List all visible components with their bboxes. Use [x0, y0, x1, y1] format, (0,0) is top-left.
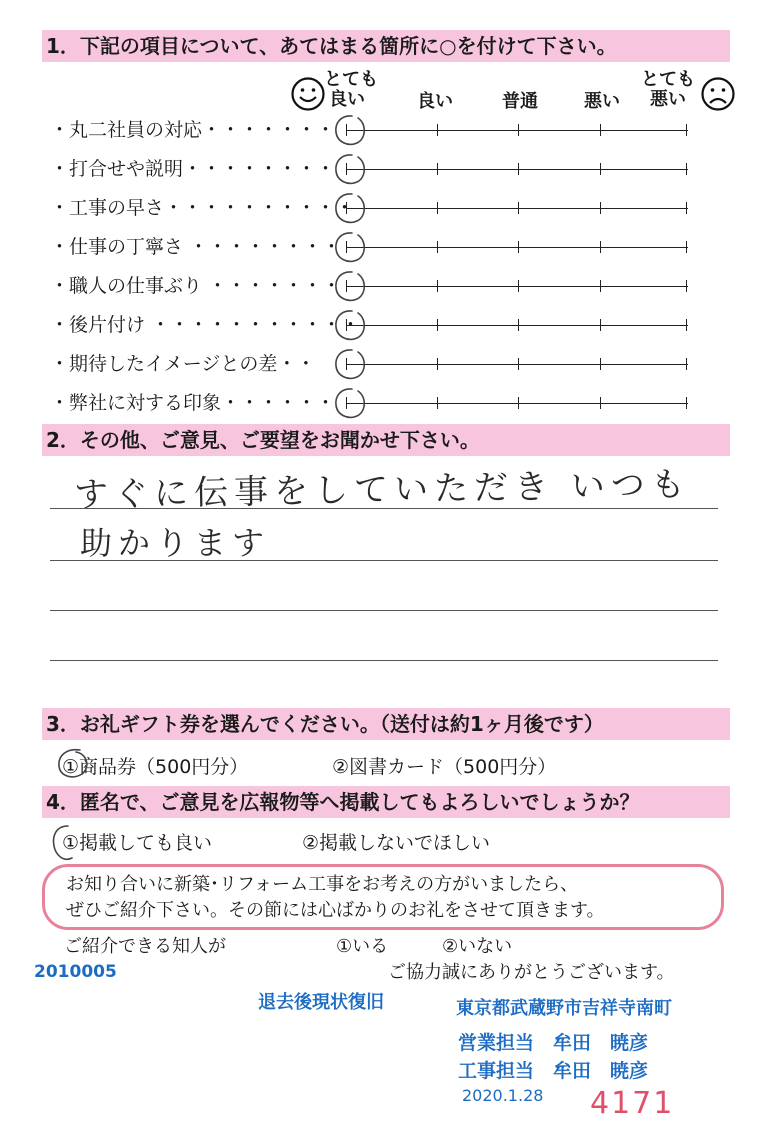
rating-scale-line — [346, 286, 688, 287]
date-stamp: 2020.1.28 — [462, 1086, 544, 1105]
section4-title: 4．匿名で、ご意見を広報物等へ掲載してもよろしいでしょうか？ — [46, 790, 640, 814]
rating-scale-tick[interactable] — [686, 202, 687, 214]
comment-handwriting-line2: 助かります — [80, 524, 271, 562]
scale-header-bad: 悪い — [584, 91, 620, 112]
selection-circle — [332, 268, 372, 306]
scale-header-very-good-top: とても — [324, 69, 378, 90]
rating-item-label: ・丸二社員の対応・・・・・・・ — [50, 119, 336, 141]
rating-scale-tick[interactable] — [437, 358, 438, 370]
referral-line2: ぜひご紹介下さい。その節には心ばかりのお礼をさせて頂きます。 — [66, 900, 605, 921]
rating-scale-tick[interactable] — [686, 280, 687, 292]
rating-scale-tick[interactable] — [686, 241, 687, 253]
selection-circle — [332, 346, 372, 384]
scale-header-normal: 普通 — [502, 91, 538, 112]
rating-scale-tick[interactable] — [600, 319, 601, 331]
rating-item-label: ・弊社に対する印象・・・・・・ — [50, 392, 336, 414]
publish-option-allow[interactable]: ①掲載しても良い — [62, 832, 213, 854]
scale-header-very-bad-bottom: 悪い — [650, 89, 686, 110]
selection-circle — [332, 229, 372, 267]
comment-line-2 — [50, 560, 718, 561]
rating-item-label: ・仕事の丁寧さ ・・・・・・・・ — [50, 236, 342, 258]
publish-option-deny[interactable]: ②掲載しないでほしい — [302, 832, 491, 854]
rating-item-label: ・後片付け ・・・・・・・・・・・ — [50, 314, 361, 336]
rating-scale-tick[interactable] — [686, 124, 687, 136]
address-stamp: 東京都武蔵野市吉祥寺南町 — [456, 998, 672, 1019]
rating-item-label: ・打合せや説明・・・・・・・・ — [50, 158, 336, 180]
scale-header-good: 良い — [417, 91, 453, 112]
selection-circle — [332, 190, 372, 228]
rating-scale-tick[interactable] — [518, 280, 519, 292]
rating-item-label: ・職人の仕事ぶり ・・・・・・・ — [50, 275, 342, 297]
rating-scale-line — [346, 130, 688, 131]
selection-circle — [332, 307, 372, 345]
rating-item-label: ・工事の早さ・・・・・・・・・・ — [50, 197, 355, 219]
comment-line-1 — [50, 508, 718, 509]
scale-header-very-good — [324, 69, 378, 110]
gift-selection-circle — [52, 744, 96, 784]
scale-header-very-bad-top: とても — [641, 69, 695, 90]
work-type-stamp: 退去後現状復旧 — [258, 992, 384, 1013]
selection-circle — [332, 151, 372, 189]
rating-scale-tick[interactable] — [518, 241, 519, 253]
rating-scale-tick[interactable] — [686, 397, 687, 409]
sales-rep-stamp: 営業担当 牟田 暁彦 — [458, 1032, 649, 1054]
rating-scale-tick[interactable] — [600, 202, 601, 214]
rating-scale-line — [346, 169, 688, 170]
red-handwritten-number: 4171 — [590, 1086, 675, 1121]
rating-scale-tick[interactable] — [518, 397, 519, 409]
scale-header-very-bad — [640, 70, 696, 110]
rating-scale-tick[interactable] — [518, 202, 519, 214]
thanks-text: ご協力誠にありがとうございます。 — [388, 962, 675, 983]
rating-scale-tick[interactable] — [600, 358, 601, 370]
referral-option-no[interactable]: ②いない — [442, 936, 513, 957]
rating-scale-tick[interactable] — [437, 124, 438, 136]
rating-scale-tick[interactable] — [686, 319, 687, 331]
rating-scale-tick[interactable] — [686, 358, 687, 370]
rating-item-label: ・期待したイメージとの差・・ — [50, 353, 316, 375]
rating-scale-line — [346, 208, 688, 209]
sad-face-icon — [700, 76, 736, 112]
rating-scale-tick[interactable] — [600, 124, 601, 136]
scale-header-very-good-bottom: 良い — [329, 89, 365, 110]
selection-circle — [332, 385, 372, 423]
comment-line-4 — [50, 660, 718, 661]
rating-scale-tick[interactable] — [437, 163, 438, 175]
rating-scale-line — [346, 364, 688, 365]
publish-selection-circle — [46, 822, 86, 866]
smile-face-icon — [290, 76, 326, 112]
rating-scale-line — [346, 403, 688, 404]
rating-scale-tick[interactable] — [518, 358, 519, 370]
rating-scale-tick[interactable] — [437, 397, 438, 409]
customer-code-stamp: 2010005 — [34, 962, 117, 982]
rating-scale-tick[interactable] — [686, 163, 687, 175]
section3-title: 3．お礼ギフト券を選んでください。（送付は約1ヶ月後です） — [46, 712, 604, 736]
rating-scale-tick[interactable] — [437, 319, 438, 331]
rating-scale-tick[interactable] — [518, 163, 519, 175]
section1-title: 1．下記の項目について、あてはまる箇所に○を付けて下さい。 — [46, 34, 617, 58]
section2-title: 2．その他、ご意見、ご要望をお聞かせ下さい。 — [46, 428, 480, 452]
rating-scale-tick[interactable] — [437, 241, 438, 253]
rating-scale-tick[interactable] — [518, 124, 519, 136]
referral-question: ご紹介できる知人が — [64, 936, 226, 957]
gift-option-product-voucher[interactable]: ①商品券（500円分） — [62, 756, 249, 778]
comment-handwriting-line1: すぐに伝事をしていただき いつも — [73, 464, 692, 516]
comment-line-3 — [50, 610, 718, 611]
rating-scale-tick[interactable] — [518, 319, 519, 331]
construction-rep-stamp: 工事担当 牟田 暁彦 — [458, 1060, 649, 1082]
rating-scale-tick[interactable] — [437, 280, 438, 292]
referral-line1: お知り合いに新築･リフォーム工事をお考えの方がいましたら、 — [66, 874, 579, 895]
rating-scale-line — [346, 247, 688, 248]
gift-option-book-card[interactable]: ②図書カード（500円分） — [332, 756, 557, 778]
rating-scale-line — [346, 325, 688, 326]
rating-scale-tick[interactable] — [600, 397, 601, 409]
rating-scale-tick[interactable] — [600, 280, 601, 292]
selection-circle — [332, 112, 372, 150]
rating-scale-tick[interactable] — [437, 202, 438, 214]
rating-scale-tick[interactable] — [600, 241, 601, 253]
rating-scale-tick[interactable] — [600, 163, 601, 175]
referral-option-yes[interactable]: ①いる — [336, 936, 389, 957]
